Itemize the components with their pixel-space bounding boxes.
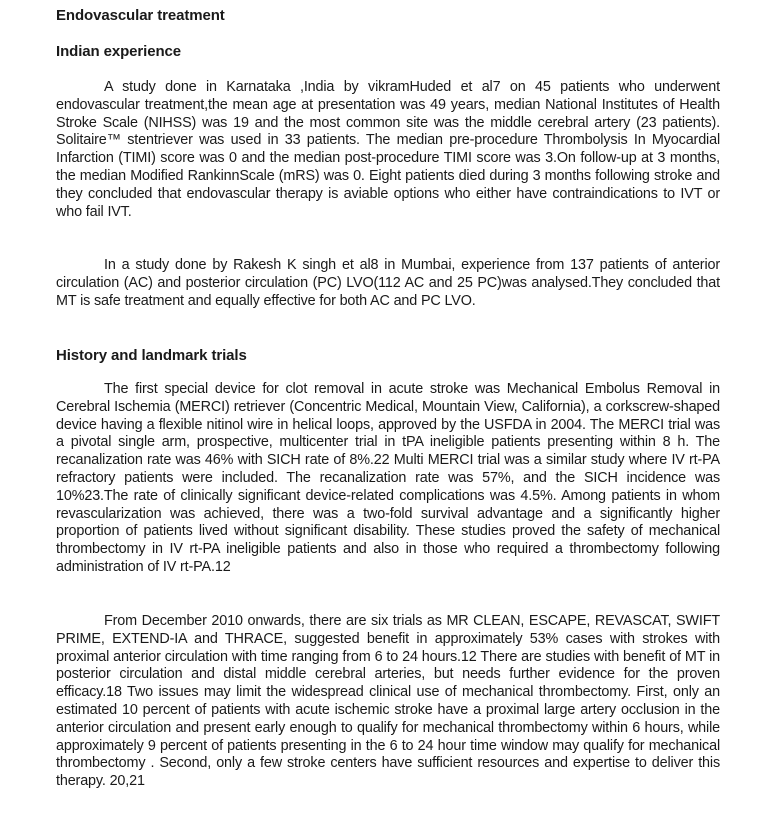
section-heading-indian-experience: Indian experience: [56, 43, 182, 60]
paragraph-text: In a study done by Rakesh K singh et al8 in Mumbai, experience from 137 patients of anterior circulation (AC) and posterior circulation (PC) LVO(112 AC and 25 PC)was analysed.They concluded that MT is safe treatment and equally effective for both AC and PC LVO.: [56, 257, 720, 309]
paragraph-text: From December 2010 onwards, there are six trials as MR CLEAN, ESCAPE, REVASCAT, SWIFT PRIME, EXTEND-IA and THRACE, suggested benefit in approximately 53% cases with strokes with proximal anterior circulation with time ranging from 6 to 24 hours.12 There are studies with benefit of MT in posterior circulation and distal middle cerebral arteries, but needs further evidence for the proven efficacy.18 Two issues may limit the widespread clinical use of mechanical thrombectomy. First, only an estimated 10 percent of patients with acute ischemic stroke have a proximal large artery occlusion in the anterior circulation and present early enough to qualify for mechanical thrombectomy within 6 hours, while approximately 9 percent of patients presenting in the 6 to 24 hour time window may qualify for mechanical thrombectomy . Second, only a few stroke centers have sufficient resources and expertise to deliver this therapy. 20,21: [56, 613, 720, 790]
paragraph-text: A study done in Karnataka ,India by vikramHuded et al7 on 45 patients who underwent endovascular treatment,the mean age at presentation was 49 years, median National Institutes of Health Stroke Scale (NIHSS) was 19 and the most common site was the middle cerebral artery (23 patients). Solitaire™ stentriever was used in 33 patients. The median pre-procedure Thrombolysis In Myocardial Infarction (TIMI) score was 0 and the median post-procedure TIMI score was 3.On follow-up at 3 months, the median Modified RankinnScale (mRS) was 0. Eight patients died during 3 months following stroke and they concluded that endovascular therapy is aviable options who either have contraindications to IVT or who fail IVT.: [56, 79, 720, 220]
paragraph-recent-trials: [56, 613, 720, 791]
paragraph-mumbai-study: [56, 257, 720, 310]
section-heading-history-trials: History and landmark trials: [56, 347, 247, 364]
paragraph-merci-trials: [56, 381, 720, 577]
document-title: Endovascular treatment: [56, 7, 225, 24]
paragraph-text: The first special device for clot removal in acute stroke was Mechanical Embolus Removal in Cerebral Ischemia (MERCI) retriever (Concentric Medical, Mountain View, California), a corkscrew-shaped device having a flexible nitinol wire in helical loops, approved by the USFDA in 2004. The MERCI trial was a pivotal single arm, prospective, multicenter trial in tPA ineligible patients presenting within 8 h. The recanalization rate was 46% with SICH rate of 8%.22 Multi MERCI trial was a similar study where IV rt-PA refractory patients were included. The recanalization rate was 57%, and the SICH incidence was 10%23.The rate of clinically significant device-related complications was 4.5%. Among patients in whom revascularization was achieved, there was a two-fold survival advantage and a significantly higher proportion of patients lived without significant disability. These studies proved the safety of mechanical thrombectomy in IV rt-PA ineligible patients and also in those who required a thrombectomy following administration of IV rt-PA.12: [56, 381, 720, 575]
paragraph-karnataka-study: [56, 79, 720, 221]
